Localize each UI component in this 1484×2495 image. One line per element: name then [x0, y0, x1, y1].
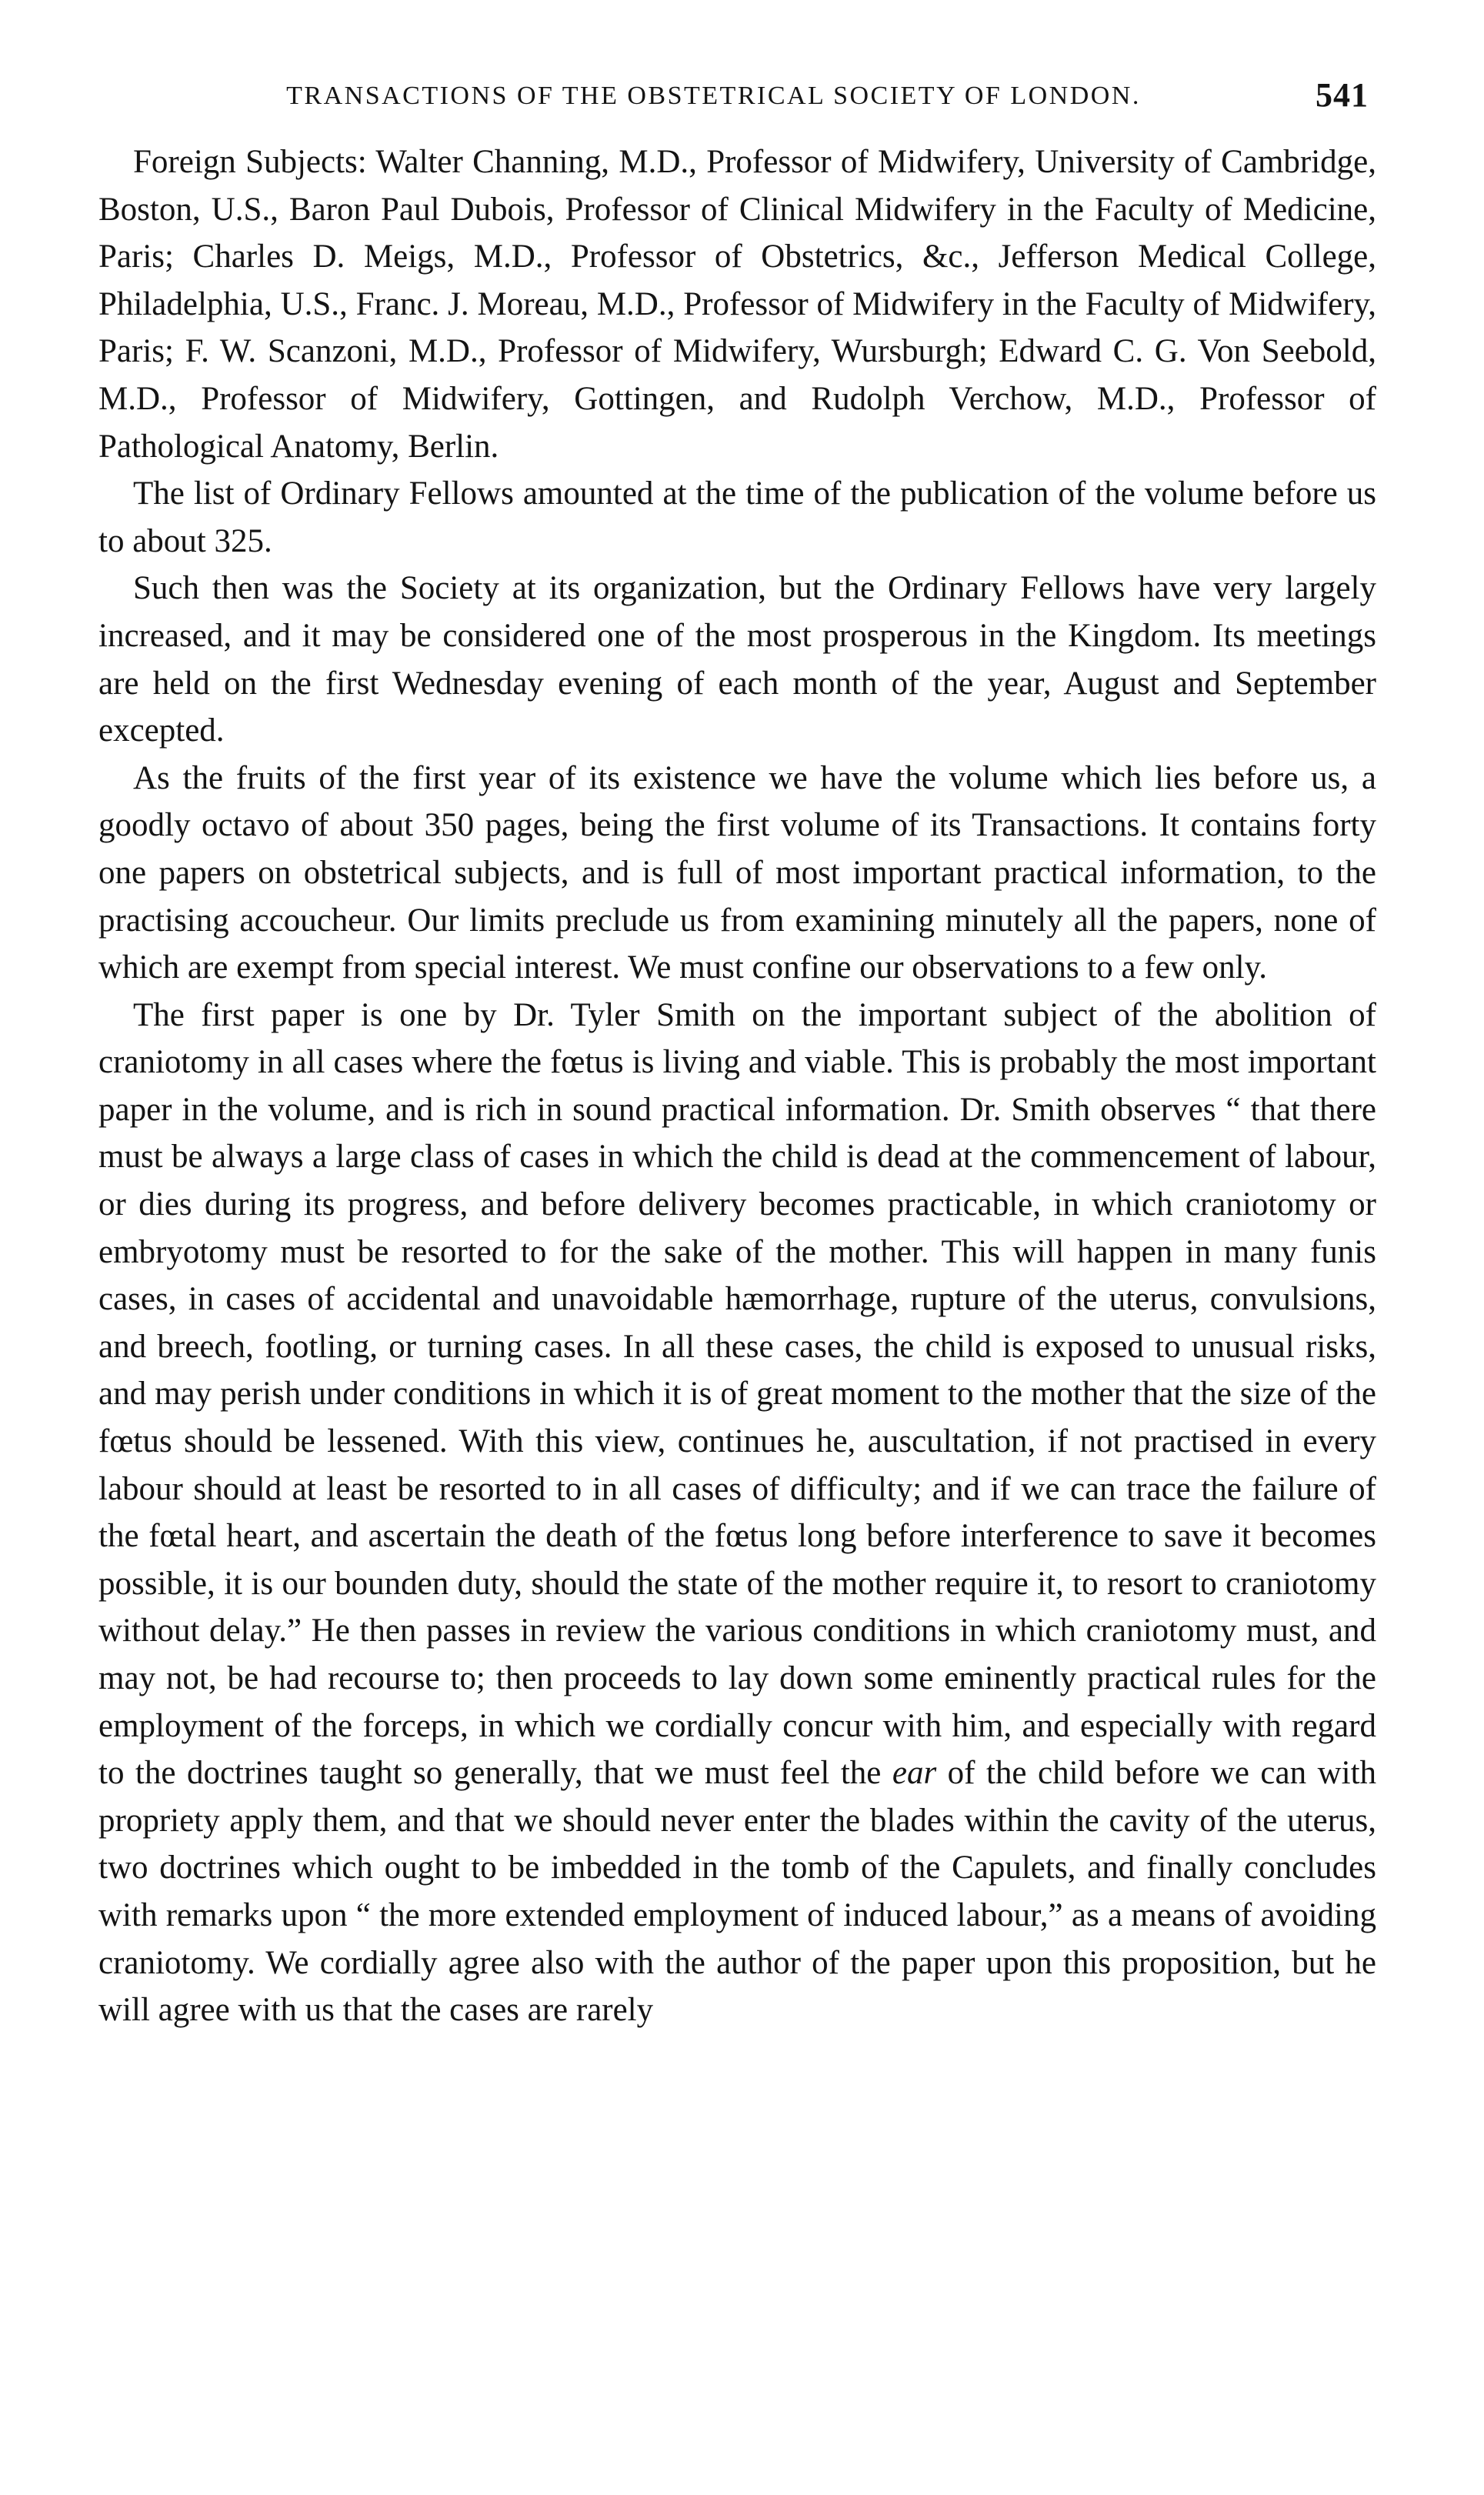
body-text: [98, 138, 1376, 2034]
page-number: 541: [1316, 76, 1369, 114]
paragraph-first-volume: As the fruits of the first year of its existence we have the volume which lies before us, a goodly octavo of about 350 pages, being the first volume of its Transactions. It contains forty one papers on obstetrical subjects, and is full of most important practical information, to the practising accoucheur. Our limits preclude us from examining minutely all the papers, none of which are exempt from special interest. We must confine our observations to a few only.: [98, 759, 1376, 986]
running-title: TRANSACTIONS OF THE OBSTETRICAL SOCIETY OF LONDON.: [286, 82, 1141, 110]
craniotomy-text-part-2: of the child before we can with propriety apply them, and that we should never enter the blades within the cavity of the uterus, two doctrines which ought to be imbedded in the tomb of the Capulets, and finally concludes with remarks upon “ the more extended employment of induced labour,” as a means of avoiding craniotomy. We cordially agree also with the author of the paper upon this proposition, but he will agree with us that the cases are rarely: [98, 1755, 1377, 2029]
craniotomy-text-part-1: The first paper is one by Dr. Tyler Smith on the important subject of the abolition of craniotomy in all cases where the fœtus is living and viable. This is probably the most important paper in the volume, and is rich in sound practical information. Dr. Smith observes “ that there must be always a large class of cases in which the child is dead at the commencement of labour, or dies during its progress, and before delivery becomes practicable, in which craniotomy or embryotomy must be resorted to for the sake of the mother. This will happen in many funis cases, in cases of accidental and unavoidable hæmorrhage, rupture of the uterus, convulsions, and breech, footling, or turning cases. In all these cases, the child is exposed to unusual risks, and may perish under conditions in which it is of great moment to the mother that the size of the fœtus should be lessened. With this view, continues he, auscultation, if not practised in every labour should at least be resorted to in all cases of difficulty; and if we can trace the failure of the fœtal heart, and ascertain the death of the fœtus long before interference to save it becomes possible, it is our bounden duty, should the state of the mother require it, to resort to craniotomy without delay.” He then passes in review the various conditions in which craniotomy must, and may not, be had recourse to; then proceeds to lay down some eminently practical rules for the employment of the forceps, in which we cordially concur with him, and especially with regard to the doctrines taught so generally, that we must feel the: [98, 996, 1376, 1792]
running-header: [98, 68, 1376, 122]
paragraph-craniotomy-paper: [98, 992, 1376, 2034]
paragraph-ordinary-fellows: The list of Ordinary Fellows amounted at the time of the publication of the volume before us to about 325.: [98, 475, 1376, 559]
paragraph-society-organization: Such then was the Society at its organization, but the Ordinary Fellows have very largely increased, and it may be considered one of the most prosperous in the Kingdom. Its meetings are held on the first Wednesday evening of each month of the year, August and September excepted.: [98, 570, 1376, 749]
italic-word: ear: [892, 1755, 937, 1792]
paragraph-foreign-subjects: Foreign Subjects: Walter Channing, M.D., Professor of Midwifery, University of Cambridge, Boston, U.S., Baron Paul Dubois, Professor of Clinical Midwifery in the Faculty of Medicine, Paris; Charles D. Meigs, M.D., Professor of Obstetrics, &c., Jefferson Medical College, Philadelphia, U.S., Franc. J. Moreau, M.D., Professor of Midwifery in the Faculty of Midwifery, Paris; F. W. Scanzoni, M.D., Professor of Midwifery, Wursburgh; Edward C. G. Von Seebold, M.D., Professor of Midwifery, Gottingen, and Rudolph Verchow, M.D., Professor of Pathological Anatomy, Berlin.: [98, 144, 1376, 465]
